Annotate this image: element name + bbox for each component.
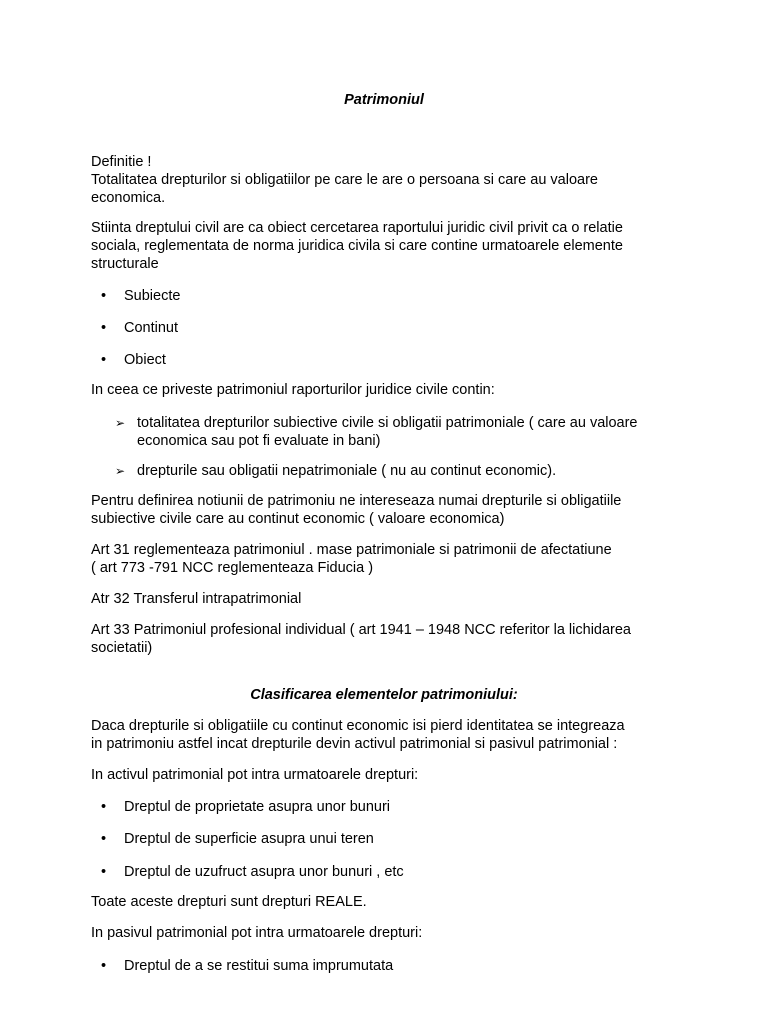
paragraph-art33 <box>91 621 691 657</box>
arrow-item-text-line: drepturile sau obligatii nepatrimoniale ( nu au continut economic). <box>137 463 557 479</box>
list-item-text: Continut <box>124 320 179 336</box>
text-line: subiective civile care au continut economic ( valoare economica) <box>91 511 505 527</box>
arrow-mark: ➢ <box>115 464 126 478</box>
arrow-mark: ➢ <box>115 416 126 430</box>
text-line: Daca drepturile si obligatiile cu continut economic isi pierd identitatea se integreaza <box>91 718 625 734</box>
text-line: Art 33 Patrimoniul profesional individual ( art 1941 – 1948 NCC referitor la lichidarea <box>91 622 631 638</box>
list-item-text: Dreptul de a se restitui suma imprumutata <box>124 958 394 974</box>
definition-label: Definitie ! <box>91 154 152 170</box>
list-item-text: Obiect <box>124 352 166 368</box>
text-line: in patrimoniu astfel incat drepturile devin activul patrimonial si pasivul patrimonial : <box>91 736 618 752</box>
bullet-mark: • <box>101 958 107 974</box>
list-item-text: Dreptul de uzufruct asupra unor bunuri , etc <box>124 864 404 880</box>
bullet-mark: • <box>101 352 107 368</box>
list-item-text: Subiecte <box>124 288 181 304</box>
paragraph-stiinta <box>91 219 691 273</box>
arrow-item-text-line: economica sau pot fi evaluate in bani) <box>137 433 381 449</box>
paragraph-pasiv: In pasivul patrimonial pot intra urmatoarele drepturi: <box>91 925 423 941</box>
definition-text-line: economica. <box>91 190 166 206</box>
paragraph-art32: Atr 32 Transferul intrapatrimonial <box>91 591 302 607</box>
section-heading: Clasificarea elementelor patrimoniului: <box>250 687 518 703</box>
text-line: ( art 773 -791 NCC reglementeaza Fiducia ) <box>91 560 374 576</box>
text-line: Art 31 reglementeaza patrimoniul . mase patrimoniale si patrimonii de afectatiune <box>91 542 612 558</box>
bullet-mark: • <box>101 799 107 815</box>
paragraph-art31 <box>91 541 691 577</box>
bullet-mark: • <box>101 831 107 847</box>
text-line: Pentru definirea notiunii de patrimoniu ne intereseaza numai drepturile si obligatiile <box>91 493 622 509</box>
paragraph-toate: Toate aceste drepturi sunt drepturi REALE. <box>91 894 367 910</box>
paragraph-pentru <box>91 492 691 528</box>
definition-block <box>91 153 691 207</box>
paragraph-activ: In activul patrimonial pot intra urmatoarele drepturi: <box>91 767 419 783</box>
document-title: Patrimoniul <box>344 92 424 108</box>
paragraph-daca <box>91 717 691 753</box>
bullet-mark: • <box>101 320 107 336</box>
list-item-text: Dreptul de superficie asupra unui teren <box>124 831 374 847</box>
list-item-text: Dreptul de proprietate asupra unor bunuri <box>124 799 390 815</box>
bullet-mark: • <box>101 288 107 304</box>
arrow-item-text-line: totalitatea drepturilor subiective civile si obligatii patrimoniale ( care au valoare <box>137 415 638 431</box>
text-line: sociala, reglementata de norma juridica civila si care contine urmatoarele elemente <box>91 238 623 254</box>
bullet-mark: • <box>101 864 107 880</box>
text-line: Stiinta dreptului civil are ca obiect cercetarea raportului juridic civil privit ca o relatie <box>91 220 623 236</box>
text-line: structurale <box>91 256 159 272</box>
text-line: societatii) <box>91 640 153 656</box>
paragraph-in-ceea: In ceea ce priveste patrimoniul raporturilor juridice civile contin: <box>91 382 495 398</box>
definition-text-line: Totalitatea drepturilor si obligatiilor pe care le are o persoana si care au valoare <box>91 172 598 188</box>
